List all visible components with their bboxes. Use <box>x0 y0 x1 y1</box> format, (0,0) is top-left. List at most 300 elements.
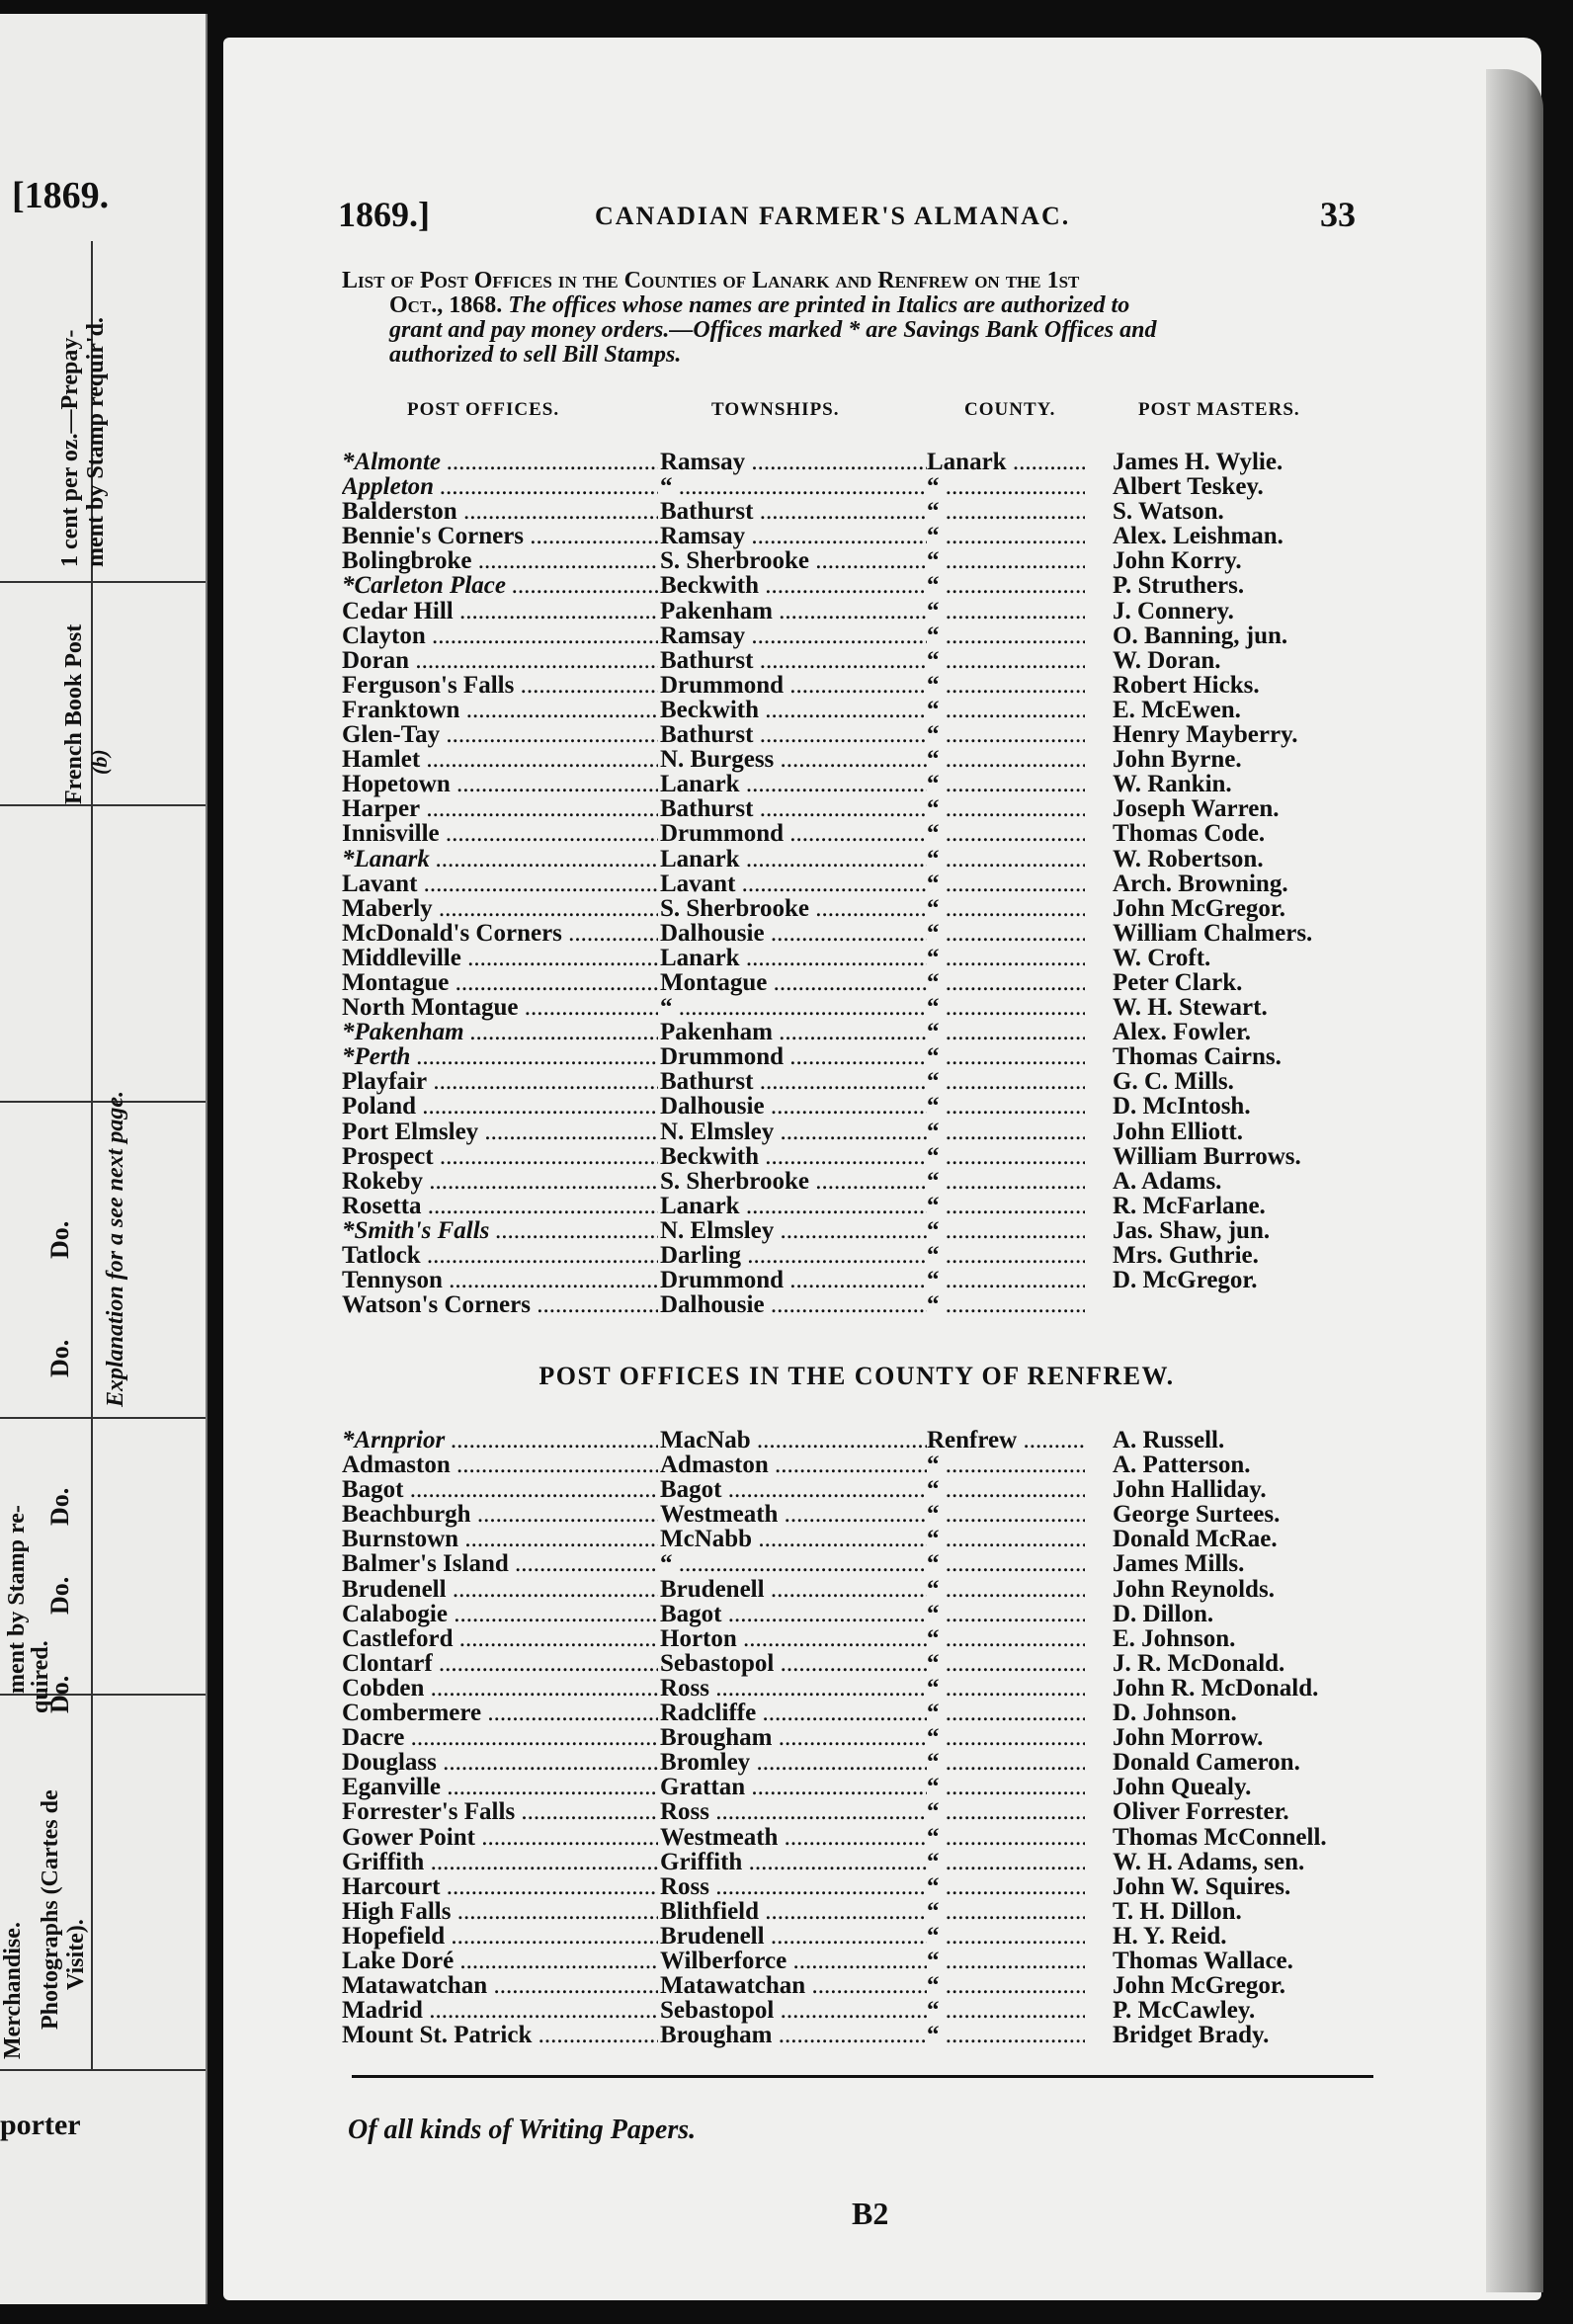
left-col-b2: (b) <box>87 749 112 775</box>
post-office-name: Burnstown ..... <box>342 1526 658 1553</box>
post-office-name: Middleville ..... <box>342 945 658 972</box>
table-row <box>342 1476 1389 1504</box>
county-name: “ ..... <box>927 1824 1085 1852</box>
township-name: S. Sherbrooke ..... <box>660 1168 927 1196</box>
table-row <box>342 1576 1389 1601</box>
post-master-name: D. Dillon. <box>1113 1600 1214 1627</box>
post-office-name: Griffith ..... <box>342 1849 658 1876</box>
post-master-name: Alex. Leishman. <box>1113 523 1283 550</box>
post-master-name: John W. Squires. <box>1113 1872 1291 1900</box>
post-master-name: W. Robertson. <box>1113 845 1264 872</box>
table-row <box>342 473 1389 501</box>
township-name: Bathurst ..... <box>660 647 927 675</box>
left-do: Do. <box>45 1576 74 1615</box>
table-row <box>342 1242 1389 1267</box>
table-row <box>342 1948 1389 1972</box>
post-office-name: Rosetta ..... <box>342 1193 658 1220</box>
post-office-name: Ferguson's Falls ..... <box>342 672 658 700</box>
post-master-name: O. Banning, jun. <box>1113 622 1288 649</box>
county-name: “ ..... <box>927 1143 1085 1171</box>
township-name: Ross ..... <box>660 1675 927 1702</box>
post-master-name: A. Patterson. <box>1113 1452 1251 1479</box>
post-office-name: *Perth ..... <box>342 1043 658 1071</box>
table-row <box>342 1043 1389 1071</box>
table-row <box>342 771 1389 798</box>
township-name: Bromley ..... <box>660 1749 927 1777</box>
county-name: “ ..... <box>927 1749 1085 1777</box>
table-row <box>342 846 1389 871</box>
township-name: Ramsay ..... <box>660 449 927 476</box>
county-name: “ ..... <box>927 598 1085 625</box>
left-do: Do. <box>45 1675 74 1713</box>
post-office-name: *Carleton Place ..... <box>342 572 658 600</box>
county-name: “ ..... <box>927 1700 1085 1727</box>
township-name: Horton ..... <box>660 1625 927 1653</box>
table-row <box>342 746 1389 774</box>
post-master-name: T. H. Dillon. <box>1113 1897 1242 1925</box>
post-master-name: W. Croft. <box>1113 944 1211 971</box>
post-master-name: Joseph Warren. <box>1113 795 1280 823</box>
post-master-name: R. McFarlane. <box>1113 1192 1266 1219</box>
county-name: “ ..... <box>927 498 1085 526</box>
intro-paragraph <box>342 269 1360 368</box>
post-office-name: Matawatchan ..... <box>342 1972 658 2000</box>
township-name: Bagot ..... <box>660 1601 927 1628</box>
post-office-name: Hamlet ..... <box>342 746 658 774</box>
township-name: Dalhousie ..... <box>660 920 927 948</box>
post-office-name: Eganville ..... <box>342 1774 658 1801</box>
post-office-name: Glen-Tay ..... <box>342 721 658 749</box>
intro-line: List of Post Offices in the Counties of Lanark and Renfrew on the 1st <box>342 268 1080 293</box>
table-row <box>342 1873 1389 1898</box>
intro-note: The offices whose names are printed in Italics are authorized to <box>508 292 1130 318</box>
county-name: “ ..... <box>927 1193 1085 1220</box>
county-name: “ ..... <box>927 523 1085 550</box>
county-name: “ ..... <box>927 920 1085 948</box>
table-row <box>342 1019 1389 1046</box>
township-name: Dalhousie ..... <box>660 1291 927 1319</box>
post-office-name: Lake Doré ..... <box>342 1948 658 1975</box>
left-col-c: Explanation for a see next page. <box>103 1090 128 1407</box>
county-name: “ ..... <box>927 1675 1085 1702</box>
township-name: McNabb ..... <box>660 1526 927 1553</box>
post-master-name: P. Struthers. <box>1113 572 1245 600</box>
table-row <box>342 1452 1389 1479</box>
post-master-name: H. Y. Reid. <box>1113 1922 1227 1950</box>
township-name: Matawatchan ..... <box>660 1972 927 2000</box>
post-office-name: *Lanark ..... <box>342 846 658 873</box>
renfrew-table <box>342 1427 1389 2049</box>
post-office-name: Beachburgh ..... <box>342 1501 658 1529</box>
township-name: Ramsay ..... <box>660 622 927 650</box>
township-name: Ramsay ..... <box>660 523 927 550</box>
table-row <box>342 1526 1389 1553</box>
post-office-name: Lavant ..... <box>342 871 658 898</box>
township-name: N. Burgess ..... <box>660 746 927 774</box>
county-name: “ ..... <box>927 795 1085 823</box>
post-office-name: *Arnprior ..... <box>342 1427 658 1454</box>
table-row <box>342 1068 1389 1096</box>
township-name: Ross ..... <box>660 1873 927 1901</box>
post-master-name: P. McCawley. <box>1113 1997 1256 2025</box>
table-row <box>342 1168 1389 1193</box>
table-row <box>342 498 1389 526</box>
left-divider <box>0 1417 206 1419</box>
township-name: Montague ..... <box>660 969 927 997</box>
county-name: “ ..... <box>927 871 1085 898</box>
header-post-offices: POST OFFICES. <box>407 399 560 420</box>
county-name: “ ..... <box>927 1291 1085 1319</box>
county-name: “ ..... <box>927 945 1085 972</box>
county-name: “ ..... <box>927 1798 1085 1826</box>
post-office-name: Dacre ..... <box>342 1724 658 1752</box>
post-office-name: Clontarf ..... <box>342 1650 658 1678</box>
table-row <box>342 1217 1389 1242</box>
county-name: “ ..... <box>927 1972 1085 2000</box>
county-name: “ ..... <box>927 746 1085 774</box>
table-row <box>342 647 1389 672</box>
township-name: Griffith ..... <box>660 1849 927 1876</box>
township-name: Ross ..... <box>660 1798 927 1826</box>
table-row <box>342 1774 1389 1801</box>
post-master-name: John McGregor. <box>1113 894 1285 922</box>
table-row <box>342 1291 1389 1319</box>
township-name: Brudenell ..... <box>660 1576 927 1604</box>
post-office-name: Douglass ..... <box>342 1749 658 1777</box>
post-office-name: Franktown ..... <box>342 697 658 724</box>
table-row <box>342 598 1389 622</box>
left-divider <box>0 804 206 806</box>
county-name: “ ..... <box>927 1501 1085 1529</box>
table-row <box>342 1267 1389 1294</box>
table-row <box>342 1724 1389 1752</box>
post-office-name: Maberly ..... <box>342 895 658 923</box>
table-row <box>342 721 1389 749</box>
left-photo2: Visite). <box>63 1919 89 1990</box>
township-name: Beckwith ..... <box>660 697 927 724</box>
post-master-name: Mrs. Guthrie. <box>1113 1242 1259 1269</box>
township-name: N. Elmsley ..... <box>660 1217 927 1245</box>
township-name: “ ..... <box>660 1550 927 1578</box>
post-office-name: Mount St. Patrick ..... <box>342 2022 658 2049</box>
township-name: Sebastopol ..... <box>660 1650 927 1678</box>
post-master-name: G. C. Mills. <box>1113 1068 1234 1096</box>
post-office-name: North Montague ..... <box>342 994 658 1022</box>
left-req: ment by Stamp re- <box>4 1505 30 1694</box>
post-master-name: Thomas Code. <box>1113 820 1266 848</box>
left-col-b: French Book Post <box>61 623 87 804</box>
post-master-name: John Quealy. <box>1113 1774 1252 1801</box>
table-row <box>342 1119 1389 1143</box>
township-name: Darling ..... <box>660 1242 927 1270</box>
township-name: Lanark ..... <box>660 1193 927 1220</box>
table-row <box>342 1849 1389 1873</box>
left-do: Do. <box>45 1339 74 1377</box>
post-office-name: Doran ..... <box>342 647 658 675</box>
table-row <box>342 1824 1389 1849</box>
left-req2: quired. <box>28 1640 53 1713</box>
table-row <box>342 1143 1389 1168</box>
county-name: “ ..... <box>927 1724 1085 1752</box>
post-master-name: A. Russell. <box>1113 1427 1225 1453</box>
table-row <box>342 449 1389 473</box>
post-master-name: A. Adams. <box>1113 1167 1222 1195</box>
post-master-name: John McGregor. <box>1113 1972 1285 2000</box>
post-master-name: W. Doran. <box>1113 646 1221 674</box>
post-office-name: Prospect ..... <box>342 1143 658 1171</box>
township-name: Pakenham ..... <box>660 1019 927 1046</box>
post-master-name: Thomas Wallace. <box>1113 1947 1293 1974</box>
post-master-name: John Korry. <box>1113 547 1242 575</box>
header-post-masters: POST MASTERS. <box>1138 399 1300 420</box>
intro-note: authorized to sell Bill Stamps. <box>389 342 682 368</box>
township-name: Brougham ..... <box>660 1724 927 1752</box>
township-name: Grattan ..... <box>660 1774 927 1801</box>
post-office-name: Montague ..... <box>342 969 658 997</box>
county-name: “ ..... <box>927 473 1085 501</box>
table-row <box>342 622 1389 647</box>
table-row <box>342 1972 1389 2000</box>
table-row <box>342 1193 1389 1217</box>
county-name: “ ..... <box>927 1526 1085 1553</box>
post-office-name: Rokeby ..... <box>342 1168 658 1196</box>
post-master-name: E. Johnson. <box>1113 1624 1236 1652</box>
post-master-name: John Morrow. <box>1113 1724 1264 1752</box>
table-row <box>342 920 1389 945</box>
post-master-name: William Chalmers. <box>1113 919 1313 947</box>
left-page-year: [1869. <box>12 175 110 216</box>
post-office-name: Bennie's Corners ..... <box>342 523 658 550</box>
signature-mark: B2 <box>852 2196 889 2231</box>
post-office-name: Hopefield ..... <box>342 1923 658 1950</box>
county-name: “ ..... <box>927 1476 1085 1504</box>
county-name: “ ..... <box>927 1873 1085 1901</box>
page-number: 33 <box>1320 195 1356 234</box>
post-office-name: Hopetown ..... <box>342 771 658 798</box>
county-name: “ ..... <box>927 1267 1085 1294</box>
table-row <box>342 1093 1389 1118</box>
post-master-name: Thomas McConnell. <box>1113 1823 1327 1851</box>
left-porter: porter <box>0 2109 81 2141</box>
table-row <box>342 1601 1389 1625</box>
county-name: “ ..... <box>927 1601 1085 1628</box>
township-name: Bathurst ..... <box>660 795 927 823</box>
post-office-name: Combermere ..... <box>342 1700 658 1727</box>
county-name: “ ..... <box>927 622 1085 650</box>
table-row <box>342 572 1389 600</box>
township-name: Drummond ..... <box>660 1267 927 1294</box>
post-office-name: *Almonte ..... <box>342 449 658 476</box>
post-office-name: Bagot ..... <box>342 1476 658 1504</box>
township-name: N. Elmsley ..... <box>660 1119 927 1146</box>
intro-line <box>342 343 1360 368</box>
township-name: Drummond ..... <box>660 1043 927 1071</box>
post-master-name: Alex. Fowler. <box>1113 1019 1252 1046</box>
left-photo: Photographs (Cartes de <box>38 1789 63 2030</box>
county-name: “ ..... <box>927 1217 1085 1245</box>
county-name: Renfrew ..... <box>927 1427 1085 1454</box>
county-name: “ ..... <box>927 1119 1085 1146</box>
left-col-a2: ment by Stamp requir'd. <box>83 317 109 567</box>
post-office-name: Appleton ..... <box>342 473 658 501</box>
township-name: Westmeath ..... <box>660 1501 927 1529</box>
township-name: Bathurst ..... <box>660 498 927 526</box>
county-name: “ ..... <box>927 2022 1085 2049</box>
county-name: “ ..... <box>927 1948 1085 1975</box>
table-row <box>342 1650 1389 1675</box>
county-name: “ ..... <box>927 1997 1085 2025</box>
left-divider <box>0 581 206 583</box>
township-name: Wilberforce ..... <box>660 1948 927 1975</box>
post-master-name: James Mills. <box>1113 1550 1245 1578</box>
page-curl-edge <box>1486 69 1543 2292</box>
lanark-table <box>342 449 1389 1319</box>
township-name: Lanark ..... <box>660 846 927 873</box>
township-name: Beckwith ..... <box>660 1143 927 1171</box>
county-name: “ ..... <box>927 1774 1085 1801</box>
post-master-name: D. Johnson. <box>1113 1700 1237 1727</box>
column-headers <box>342 399 1360 429</box>
footer-advert: Of all kinds of Writing Papers. <box>348 2115 697 2145</box>
table-row <box>342 697 1389 721</box>
post-office-name: *Pakenham ..... <box>342 1019 658 1046</box>
township-name: Sebastopol ..... <box>660 1997 927 2025</box>
township-name: Lanark ..... <box>660 771 927 798</box>
table-row <box>342 994 1389 1022</box>
post-office-name: Port Elmsley ..... <box>342 1119 658 1146</box>
post-office-name: Castleford ..... <box>342 1625 658 1653</box>
county-name: “ ..... <box>927 1923 1085 1950</box>
post-master-name: E. McEwen. <box>1113 696 1241 723</box>
left-do: Do. <box>45 1487 74 1526</box>
left-divider <box>0 2069 206 2071</box>
table-row <box>342 871 1389 895</box>
post-master-name: D. McGregor. <box>1113 1267 1258 1294</box>
post-office-name: Harcourt ..... <box>342 1873 658 1901</box>
left-do: Do. <box>45 1220 74 1259</box>
post-master-name: Donald McRae. <box>1113 1526 1278 1553</box>
table-row <box>342 1898 1389 1923</box>
running-head-year: 1869.] <box>338 195 430 234</box>
post-master-name: Robert Hicks. <box>1113 671 1260 699</box>
post-office-name: Clayton ..... <box>342 622 658 650</box>
post-master-name: W. H. Adams, sen. <box>1113 1848 1305 1875</box>
county-name: “ ..... <box>927 1093 1085 1120</box>
county-name: “ ..... <box>927 647 1085 675</box>
county-name: “ ..... <box>927 1019 1085 1046</box>
table-row <box>342 895 1389 920</box>
post-office-name: Innisville ..... <box>342 820 658 848</box>
table-row <box>342 1700 1389 1727</box>
township-name: Brudenell ..... <box>660 1923 927 1950</box>
post-master-name: W. Rankin. <box>1113 771 1232 798</box>
table-row <box>342 523 1389 550</box>
township-name: Drummond ..... <box>660 820 927 848</box>
township-name: Blithfield ..... <box>660 1898 927 1926</box>
post-master-name: J. Connery. <box>1113 597 1234 624</box>
post-master-name: Henry Mayberry. <box>1113 721 1298 749</box>
county-name: “ ..... <box>927 1242 1085 1270</box>
post-master-name: Arch. Browning. <box>1113 870 1288 897</box>
county-name: Lanark ..... <box>927 449 1085 476</box>
post-master-name: Thomas Cairns. <box>1113 1043 1282 1071</box>
post-master-name: John Reynolds. <box>1113 1575 1275 1603</box>
county-name: “ ..... <box>927 1898 1085 1926</box>
county-name: “ ..... <box>927 1068 1085 1096</box>
table-row <box>342 945 1389 969</box>
post-office-name: Poland ..... <box>342 1093 658 1120</box>
left-col-a: 1 cent per oz.—Prepay- <box>57 329 83 567</box>
header-townships: TOWNSHIPS. <box>711 399 840 420</box>
post-office-name: Madrid ..... <box>342 1997 658 2025</box>
table-row <box>342 1625 1389 1650</box>
table-row <box>342 1997 1389 2025</box>
county-name: “ ..... <box>927 1576 1085 1604</box>
intro-line <box>342 318 1360 343</box>
post-office-name: High Falls ..... <box>342 1898 658 1926</box>
county-name: “ ..... <box>927 969 1085 997</box>
table-row <box>342 795 1389 823</box>
county-name: “ ..... <box>927 1650 1085 1678</box>
intro-line <box>342 293 1360 318</box>
township-name: “ ..... <box>660 473 927 501</box>
table-row <box>342 820 1389 848</box>
post-master-name: Peter Clark. <box>1113 968 1243 996</box>
post-master-name: John Halliday. <box>1113 1476 1267 1504</box>
post-master-name: William Burrows. <box>1113 1142 1301 1170</box>
post-master-name: John Elliott. <box>1113 1118 1243 1145</box>
post-master-name: Albert Teskey. <box>1113 473 1264 501</box>
table-row <box>342 2022 1389 2049</box>
intro-note: grant and pay money orders.—Offices marked * are Savings Bank Offices and <box>389 317 1157 343</box>
township-name: Dalhousie ..... <box>660 1093 927 1120</box>
post-master-name: D. McIntosh. <box>1113 1093 1251 1120</box>
header-county: COUNTY. <box>964 399 1056 420</box>
township-name: “ ..... <box>660 994 927 1022</box>
running-head-title: CANADIAN FARMER'S ALMANAC. <box>595 202 1071 230</box>
table-row <box>342 1550 1389 1578</box>
county-name: “ ..... <box>927 820 1085 848</box>
post-office-name: Balmer's Island ..... <box>342 1550 658 1578</box>
table-row <box>342 1798 1389 1826</box>
post-office-name: *Smith's Falls ..... <box>342 1217 658 1245</box>
county-name: “ ..... <box>927 572 1085 600</box>
township-name: Bathurst ..... <box>660 721 927 749</box>
county-name: “ ..... <box>927 721 1085 749</box>
township-name: S. Sherbrooke ..... <box>660 895 927 923</box>
post-office-name: Balderston ..... <box>342 498 658 526</box>
post-office-name: Brudenell ..... <box>342 1576 658 1604</box>
county-name: “ ..... <box>927 1849 1085 1876</box>
county-name: “ ..... <box>927 1625 1085 1653</box>
post-master-name: Oliver Forrester. <box>1113 1798 1289 1826</box>
intro-date: Oct., 1868. <box>389 292 503 318</box>
post-master-name: W. H. Stewart. <box>1113 994 1268 1022</box>
post-office-name: Tatlock ..... <box>342 1242 658 1270</box>
township-name: Pakenham ..... <box>660 598 927 625</box>
county-name: “ ..... <box>927 1550 1085 1578</box>
county-name: “ ..... <box>927 846 1085 873</box>
post-office-name: Cedar Hill ..... <box>342 598 658 625</box>
post-office-name: Tennyson ..... <box>342 1267 658 1294</box>
township-name: Lavant ..... <box>660 871 927 898</box>
post-master-name: Bridget Brady. <box>1113 2022 1270 2049</box>
post-office-name: Gower Point ..... <box>342 1824 658 1852</box>
table-row <box>342 1501 1389 1529</box>
county-name: “ ..... <box>927 1452 1085 1479</box>
running-head <box>338 194 1356 243</box>
township-name: MacNab ..... <box>660 1427 927 1454</box>
